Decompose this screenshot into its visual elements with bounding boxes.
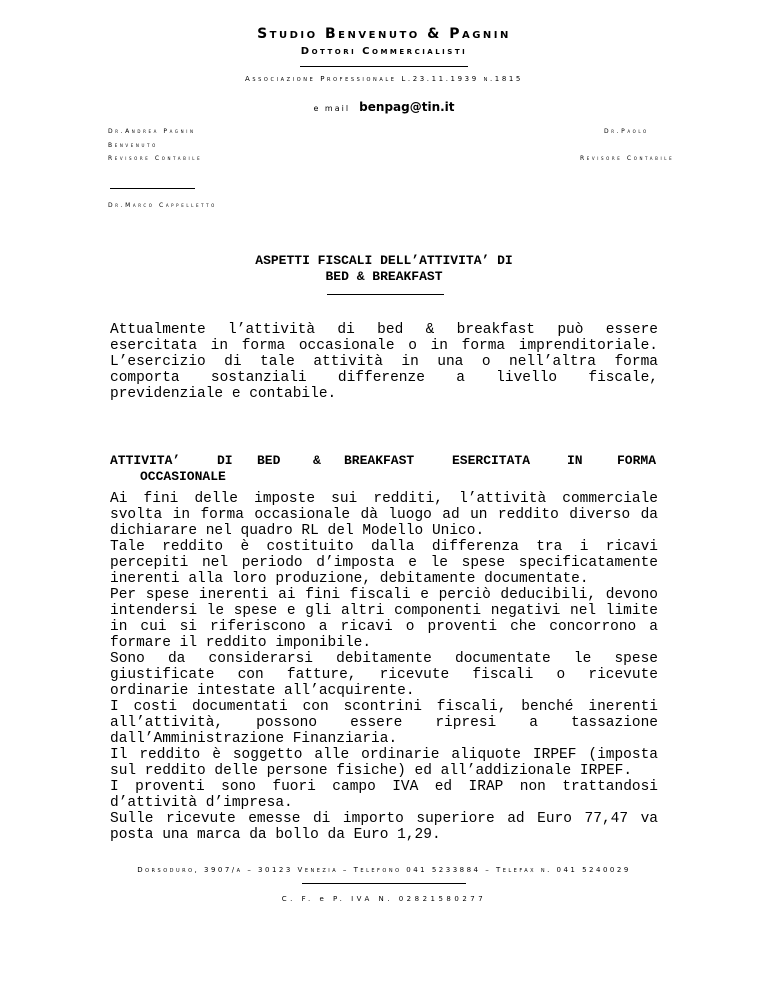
heading-word: & [313, 453, 321, 468]
title-underline [327, 294, 444, 295]
footer-tax-code: C. F. e P. IVA N. 02821580277 [281, 895, 487, 903]
body-paragraph: Per spese inerenti ai fini fiscali e perciò deducibili, devono intendersi le spese e gli altri componenti negativi nel limite in cui si riferiscono a ricavi o proventi che concorrono a formare il reddito imponibile. [110, 587, 658, 651]
partner-right-name: Dr.Paolo [604, 128, 649, 135]
partner-right-role: Revisore Contabile [580, 155, 675, 162]
section-body [110, 491, 658, 843]
body-paragraph: Il reddito è soggetto alle ordinarie aliquote IRPEF (imposta sul reddito delle persone fisiche) ed all’addizionale IRPEF. [110, 747, 658, 779]
heading-word: ATTIVITA’ [110, 453, 181, 468]
body-paragraph: I proventi sono fuori campo IVA ed IRAP non trattandosi d’attività d’impresa. [110, 779, 658, 811]
body-paragraph: Ai fini delle imposte sui redditi, l’attività commerciale svolta in forma occasionale dà luogo ad un reddito diverso da dichiarare nel quadro RL del Modello Unico. [110, 491, 658, 539]
footer-address: Dorsoduro, 3907/a – 30123 Venezia – Telefono 041 5233884 – Telefax n. 041 5240029 [137, 866, 631, 874]
body-paragraph: Sulle ricevute emesse di importo superiore ad Euro 77,47 va posta una marca da bollo da Euro 1,29. [110, 811, 658, 843]
email-line [0, 96, 768, 115]
partner-left-name: Dr.Andrea Pagnin [108, 128, 196, 135]
header-divider [300, 66, 468, 67]
heading-word: BED [257, 453, 281, 468]
heading-word: BREAKFAST [344, 453, 415, 468]
partner-divider [110, 188, 195, 189]
intro-paragraph [110, 322, 658, 402]
partner-left-name-cont: Benvenuto [108, 142, 158, 149]
intro-text: Attualmente l’attività di bed & breakfast può essere esercitata in forma occasionale o in forma imprenditoriale. L’esercizio di tale attività in una o nell’altra forma comporta sostanziali differenze a livello fiscale, previdenziale e contabile. [110, 322, 658, 402]
partner-left-role: Revisore Contabile [108, 155, 203, 162]
body-paragraph: I costi documentati con scontrini fiscali, benché inerenti all’attività, possono essere ripresi a tassazione dall’Amministrazione Finanziaria. [110, 699, 658, 747]
heading-word: IN [567, 453, 583, 468]
partner-third-name: Dr.Marco Cappelletto [108, 202, 217, 209]
heading-word: OCCASIONALE [140, 469, 226, 484]
heading-word: DI [217, 453, 233, 468]
email-link[interactable]: benpag@tin.it [359, 100, 455, 114]
document-title-line1: ASPETTI FISCALI DELL’ATTIVITA’ DI [255, 253, 513, 268]
document-title-line2: BED & BREAKFAST [325, 269, 443, 284]
association-line: Associazione Professionale L.23.11.1939 n.1815 [245, 75, 523, 83]
body-paragraph: Tale reddito è costituito dalla differenza tra i ricavi percepiti nel periodo d’imposta e le spese specificatamente inerenti alla loro produzione, debitamente documentate. [110, 539, 658, 587]
studio-subtitle: Dottori Commercialisti [300, 46, 468, 57]
heading-word: ESERCITATA [452, 453, 531, 468]
body-paragraph: Sono da considerarsi debitamente documentate le spese giustificate con fatture, ricevute fiscali o ricevute ordinarie intestate all’acquirente. [110, 651, 658, 699]
footer-divider [302, 883, 466, 884]
email-label: e mail [313, 104, 351, 113]
studio-name: Studio Benvenuto & Pagnin [257, 26, 511, 42]
heading-word: FORMA [617, 453, 657, 468]
